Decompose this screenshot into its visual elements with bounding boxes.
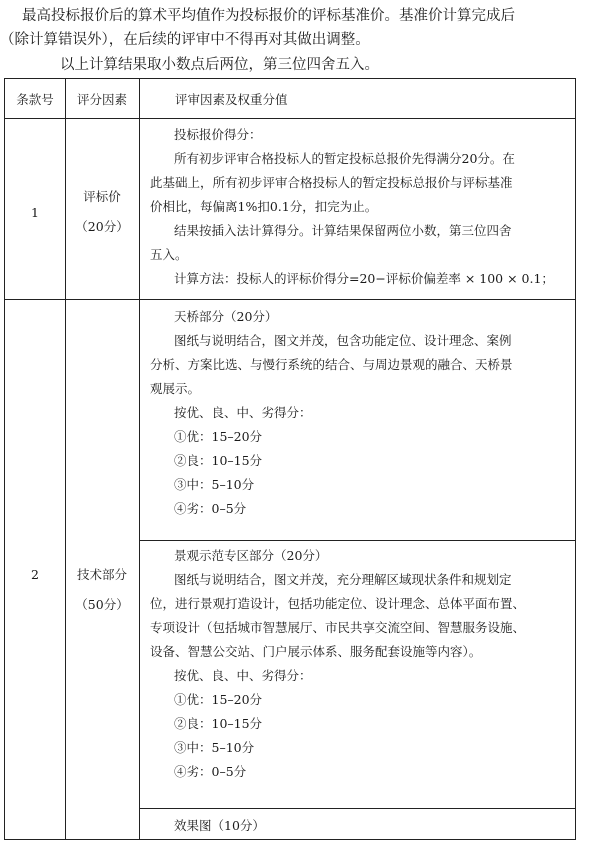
row-1-clause-no: 1 [31,205,39,220]
text-line: 所有初步评审合格投标人的暂定投标总报价先得满分20分。在 [174,151,515,166]
row-2-factor: 技术部分 [76,567,127,582]
section-title: 景观示范专区部分（20分） [174,548,328,563]
intro-line-3: 以上计算结果取小数点后两位，第三位四舍五入。 [60,57,379,73]
header-scoring-factor: 评分因素 [76,92,127,107]
header-clause-no: 条款号 [16,92,54,107]
text-line: 观展示。 [150,381,201,396]
grade-good: ②良：10–15分 [174,453,263,468]
grade-excellent: ①优：15–20分 [174,692,263,707]
intro-line-2: （除计算错误外），在后续的评审中不得再对其做出调整。 [0,32,370,48]
section-divider [139,540,575,541]
text-line: 按优、良、中、劣得分： [174,405,312,420]
grade-good: ②良：10–15分 [174,716,263,731]
row-1-content [150,123,565,291]
row-2-clause-no: 2 [31,567,39,582]
section-title: 天桥部分（20分） [174,309,278,324]
text-line: 投标报价得分： [174,127,262,142]
row-1-factor: 评标价 [83,189,121,204]
text-line: 图纸与说明结合，图文并茂，包含功能定位、设计理念、案例 [174,333,512,348]
header-review-factors: 评审因素及权重分值 [175,92,288,107]
row-2-factor-score: （50分） [75,597,129,612]
row-divider [5,299,575,300]
text-line: 分析、方案比选、与慢行系统的结合、与周边景观的融合、天桥景 [150,357,513,372]
section-divider [139,808,575,809]
grade-fair: ③中：5–10分 [174,477,255,492]
intro-line-1: 最高投标报价后的算术平均值作为投标报价的评标基准价。基准价计算完成后 [22,8,515,24]
grade-poor: ④劣：0–5分 [174,501,247,516]
column-divider [139,79,140,839]
scoring-table [4,78,576,840]
text-line: 五入。 [150,247,188,262]
grade-poor: ④劣：0–5分 [174,764,247,779]
renderings-section [150,814,565,838]
text-line: 设备、智慧公交站、门户展示体系、服务配套设施等内容）。 [150,644,482,659]
row-1-factor-score: （20分） [75,219,129,234]
bridge-section [150,305,565,521]
text-line: 价相比，每偏离1%扣0.1分，扣完为止。 [150,199,378,214]
grade-fair: ③中：5–10分 [174,740,255,755]
header-row-divider [5,118,575,119]
text-line: 专项设计（包括城市智慧展厅、市民共享交流空间、智慧服务设施、 [150,620,526,635]
landscape-section [150,544,565,784]
text-line: 按优、良、中、劣得分： [174,668,312,683]
section-title: 效果图（10分） [174,818,265,833]
text-line: 图纸与说明结合，图文并茂，充分理解区域现状条件和规划定 [174,572,512,587]
text-line: 此基础上，所有初步评审合格投标人的暂定投标总报价与评标基准 [150,175,513,190]
text-line: 结果按插入法计算得分。计算结果保留两位小数，第三位四舍 [174,223,512,238]
text-line: 计算方法：投标人的评标价得分=20−评标价偏差率 × 100 × 0.1； [174,271,554,286]
grade-excellent: ①优：15–20分 [174,429,263,444]
text-line: 位，进行景观打造设计，包括功能定位、设计理念、总体平面布置、 [150,596,526,611]
